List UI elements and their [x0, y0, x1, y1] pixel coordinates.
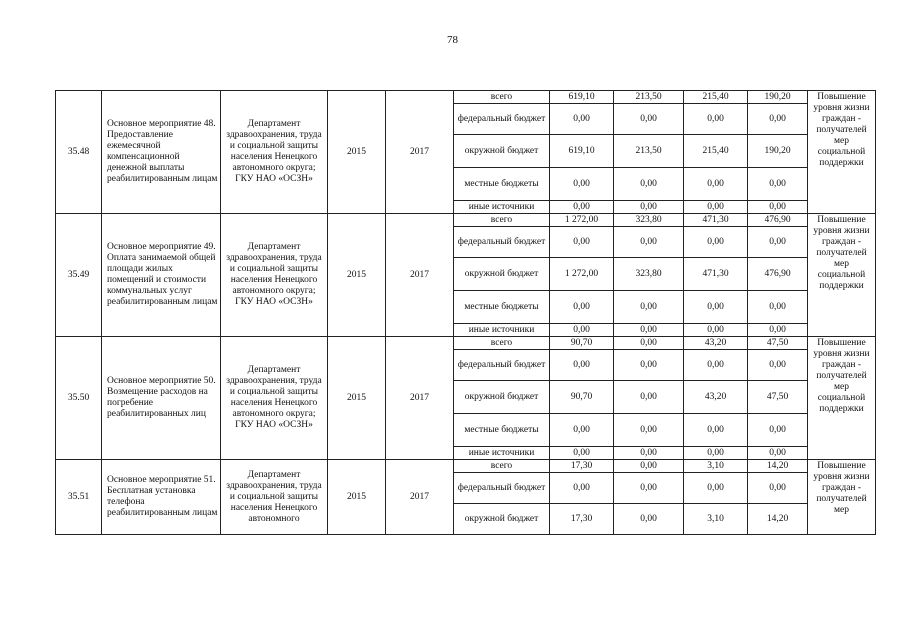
amount-2015: 0,00 [614, 350, 684, 381]
amount-2017: 0,00 [748, 291, 808, 324]
amount-total: 619,10 [550, 135, 614, 168]
amount-total: 90,70 [550, 337, 614, 350]
amount-2017: 0,00 [748, 350, 808, 381]
amount-total: 0,00 [550, 104, 614, 135]
amount-2017: 476,90 [748, 258, 808, 291]
funding-source: федеральный бюджет [454, 350, 550, 381]
amount-2017: 190,20 [748, 135, 808, 168]
amount-total: 0,00 [550, 324, 614, 337]
amount-2017: 0,00 [748, 168, 808, 201]
funding-source: местные бюджеты [454, 291, 550, 324]
funding-source: всего [454, 91, 550, 104]
amount-2017: 0,00 [748, 104, 808, 135]
amount-2015: 0,00 [614, 414, 684, 447]
funding-row [56, 214, 876, 227]
activity-number: 35.51 [56, 460, 102, 535]
activity-number: 35.50 [56, 337, 102, 460]
responsible-executor: Департамент здравоохранения, труда и социальной защиты населения Ненецкого автономного округа; ГКУ НАО «ОСЗН» [221, 214, 328, 337]
amount-2016: 0,00 [684, 414, 748, 447]
amount-2015: 0,00 [614, 381, 684, 414]
amount-2016: 0,00 [684, 324, 748, 337]
amount-2017: 0,00 [748, 324, 808, 337]
amount-2015: 323,80 [614, 214, 684, 227]
amount-2015: 0,00 [614, 227, 684, 258]
end-year: 2017 [386, 337, 454, 460]
funding-source: иные источники [454, 447, 550, 460]
amount-2017: 0,00 [748, 447, 808, 460]
activity-number: 35.48 [56, 91, 102, 214]
activity-number: 35.49 [56, 214, 102, 337]
amount-2016: 0,00 [684, 104, 748, 135]
start-year: 2015 [328, 460, 386, 535]
amount-2016: 43,20 [684, 381, 748, 414]
amount-2016: 0,00 [684, 168, 748, 201]
expected-result: Повышение уровня жизни граждан - получателей мер [808, 460, 876, 535]
amount-2017: 0,00 [748, 227, 808, 258]
amount-total: 0,00 [550, 291, 614, 324]
start-year: 2015 [328, 91, 386, 214]
funding-source: окружной бюджет [454, 258, 550, 291]
program-activities-table [55, 90, 876, 535]
amount-total: 0,00 [550, 447, 614, 460]
amount-total: 0,00 [550, 473, 614, 504]
amount-total: 0,00 [550, 227, 614, 258]
activity-name: Основное мероприятие 50. Возмещение расходов на погребение реабилитированных лиц [102, 337, 221, 460]
responsible-executor: Департамент здравоохранения, труда и социальной защиты населения Ненецкого автономного округа; ГКУ НАО «ОСЗН» [221, 91, 328, 214]
amount-2015: 323,80 [614, 258, 684, 291]
end-year: 2017 [386, 214, 454, 337]
amount-2015: 0,00 [614, 473, 684, 504]
end-year: 2017 [386, 91, 454, 214]
amount-2015: 0,00 [614, 504, 684, 535]
start-year: 2015 [328, 214, 386, 337]
expected-result: Повышение уровня жизни граждан - получателей мер социальной поддержки [808, 91, 876, 214]
amount-2016: 0,00 [684, 350, 748, 381]
funding-source: иные источники [454, 201, 550, 214]
amount-2017: 47,50 [748, 337, 808, 350]
amount-2016: 0,00 [684, 473, 748, 504]
funding-row [56, 460, 876, 473]
amount-2016: 215,40 [684, 91, 748, 104]
amount-2016: 0,00 [684, 291, 748, 324]
funding-source: всего [454, 337, 550, 350]
amount-2017: 14,20 [748, 504, 808, 535]
page-number: 78 [447, 34, 458, 46]
funding-source: местные бюджеты [454, 414, 550, 447]
funding-source: окружной бюджет [454, 381, 550, 414]
amount-2016: 3,10 [684, 460, 748, 473]
amount-total: 1 272,00 [550, 258, 614, 291]
amount-2016: 0,00 [684, 201, 748, 214]
funding-row [56, 91, 876, 104]
amount-2015: 0,00 [614, 460, 684, 473]
expected-result: Повышение уровня жизни граждан - получателей мер социальной поддержки [808, 337, 876, 460]
amount-2015: 0,00 [614, 291, 684, 324]
responsible-executor: Департамент здравоохранения, труда и социальной защиты населения Ненецкого автономного [221, 460, 328, 535]
amount-2015: 0,00 [614, 201, 684, 214]
amount-2016: 471,30 [684, 214, 748, 227]
end-year: 2017 [386, 460, 454, 535]
amount-2016: 215,40 [684, 135, 748, 168]
amount-2016: 43,20 [684, 337, 748, 350]
funding-source: федеральный бюджет [454, 227, 550, 258]
amount-2017: 0,00 [748, 414, 808, 447]
funding-source: окружной бюджет [454, 135, 550, 168]
activity-name: Основное мероприятие 51. Бесплатная установка телефона реабилитированным лицам [102, 460, 221, 535]
amount-2017: 14,20 [748, 460, 808, 473]
amount-2015: 0,00 [614, 447, 684, 460]
amount-2017: 47,50 [748, 381, 808, 414]
funding-source: всего [454, 214, 550, 227]
amount-2017: 476,90 [748, 214, 808, 227]
amount-2015: 0,00 [614, 337, 684, 350]
funding-source: местные бюджеты [454, 168, 550, 201]
amount-total: 17,30 [550, 460, 614, 473]
amount-2015: 0,00 [614, 168, 684, 201]
amount-total: 0,00 [550, 414, 614, 447]
amount-total: 0,00 [550, 201, 614, 214]
amount-total: 619,10 [550, 91, 614, 104]
funding-source: окружной бюджет [454, 504, 550, 535]
amount-total: 0,00 [550, 350, 614, 381]
start-year: 2015 [328, 337, 386, 460]
amount-2015: 213,50 [614, 91, 684, 104]
amount-2016: 0,00 [684, 227, 748, 258]
responsible-executor: Департамент здравоохранения, труда и социальной защиты населения Ненецкого автономного округа; ГКУ НАО «ОСЗН» [221, 337, 328, 460]
activity-name: Основное мероприятие 48. Предоставление ежемесячной компенсационной денежной выплаты реабилитированным лицам [102, 91, 221, 214]
amount-total: 1 272,00 [550, 214, 614, 227]
funding-source: иные источники [454, 324, 550, 337]
funding-source: всего [454, 460, 550, 473]
expected-result: Повышение уровня жизни граждан - получателей мер социальной поддержки [808, 214, 876, 337]
amount-2016: 471,30 [684, 258, 748, 291]
amount-2017: 0,00 [748, 473, 808, 504]
amount-total: 0,00 [550, 168, 614, 201]
amount-2017: 190,20 [748, 91, 808, 104]
amount-total: 17,30 [550, 504, 614, 535]
activity-name: Основное мероприятие 49. Оплата занимаемой общей площади жилых помещений и стоимости коммунальных услуг реабилитированным лицам [102, 214, 221, 337]
amount-total: 90,70 [550, 381, 614, 414]
funding-source: федеральный бюджет [454, 473, 550, 504]
funding-source: федеральный бюджет [454, 104, 550, 135]
amount-2017: 0,00 [748, 201, 808, 214]
amount-2016: 3,10 [684, 504, 748, 535]
amount-2015: 0,00 [614, 104, 684, 135]
funding-row [56, 337, 876, 350]
amount-2015: 213,50 [614, 135, 684, 168]
amount-2016: 0,00 [684, 447, 748, 460]
amount-2015: 0,00 [614, 324, 684, 337]
